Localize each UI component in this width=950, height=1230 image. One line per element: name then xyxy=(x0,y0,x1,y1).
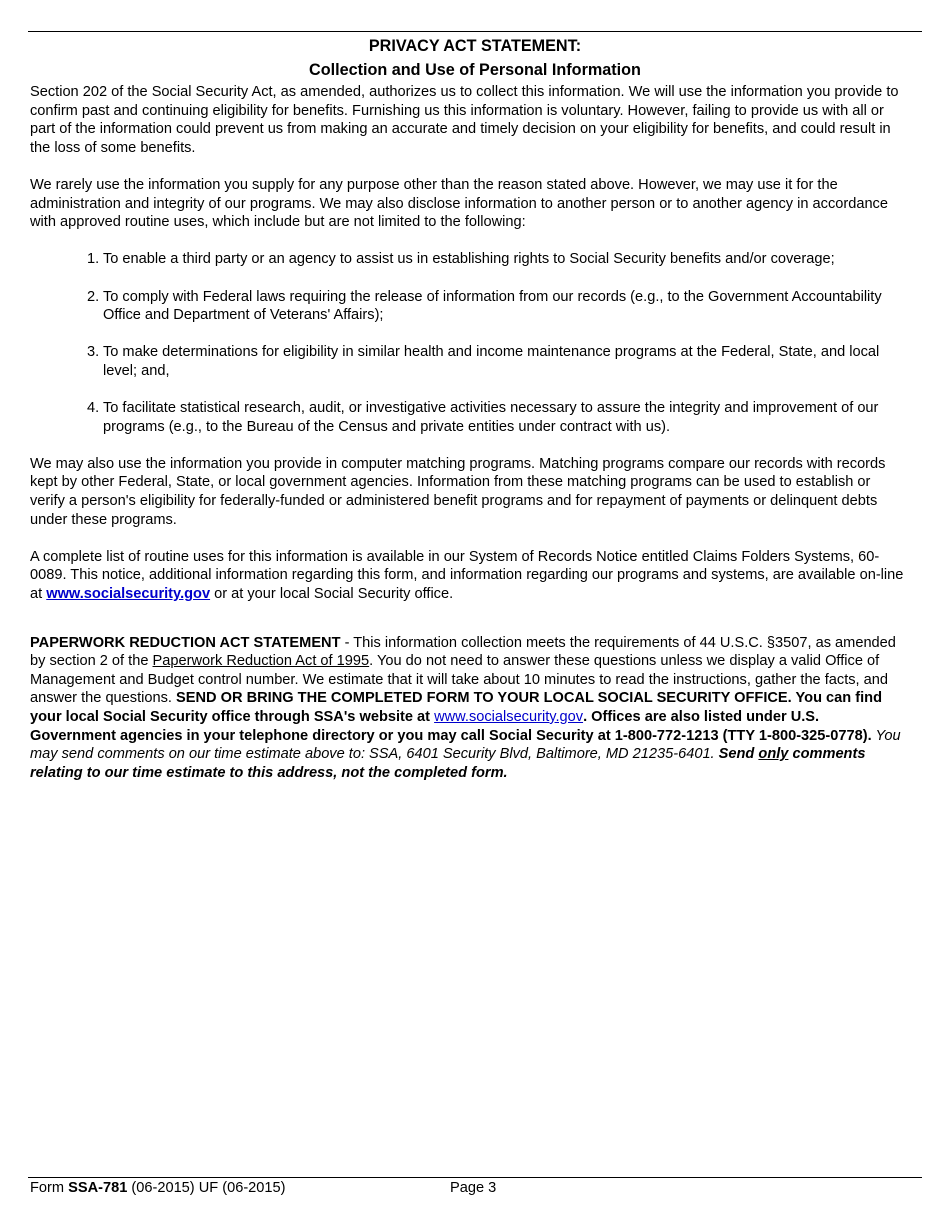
paperwork-italic: You may send comments on our time estimate above to: SSA, 6401 Security Blvd, Baltimore, MD 21235-6401. xyxy=(30,727,901,763)
page-number: Page 3 xyxy=(450,1180,497,1196)
top-rule xyxy=(28,31,922,32)
document-body xyxy=(30,83,905,782)
routine-use-item-3: 3. To make determinations for eligibility in similar health and income maintenance programs at the Federal, State, and local level; and, xyxy=(87,344,880,379)
paperwork-text-2: . You do not need to answer these questions unless we display a valid Office of Management and Budget control number. We estimate that it will take about 10 minutes to read the instructions, gather the facts, and answer the questions. xyxy=(30,653,889,707)
routine-use-item-2: 2. To comply with Federal laws requiring the release of information from our records (e.g., to the Government Accountability Office and Department of Veterans' Affairs); xyxy=(87,288,882,324)
page-title: PRIVACY ACT STATEMENT: xyxy=(368,37,582,55)
paperwork-bold-2: . Offices are also listed under U.S. Government agencies in your telephone directory or you may call Social Security at 1-800-772-1213 (TTY 1-800-325-0778). xyxy=(30,709,872,744)
routine-use-item-4: 4. To facilitate statistical research, audit, or investigative activities necessary to assure the integrity and improvement of our programs (e.g., to the Bureau of the Census and private entities under contract with us). xyxy=(87,400,879,435)
p4-text-before: A complete list of routine uses for this information is available in our System of Records Notice entitled Claims Folders Systems, 60-0089. This notice, additional information regarding this form, and information regarding our programs and systems, are available on-line at xyxy=(30,548,904,603)
privacy-paragraph-2: We rarely use the information you supply for any purpose other than the reason stated above. However, we may use it for the administration and integrity of our programs. We may also disclose information to another person or to another agency in accordance with approved routine uses, which include but are not limited to the following: xyxy=(30,176,888,231)
paperwork-bold-1: SEND OR BRING THE COMPLETED FORM TO YOUR LOCAL SOCIAL SECURITY OFFICE. You can find your local Social Security office through SSA's website at xyxy=(30,690,882,725)
paperwork-bi-1: Send xyxy=(718,746,759,763)
title-block xyxy=(28,34,922,82)
form-number: SSA-781 xyxy=(68,1180,128,1196)
paperwork-website-link[interactable]: www.socialsecurity.gov xyxy=(434,709,584,725)
privacy-paragraph-3: We may also use the information you provide in computer matching programs. Matching programs compare our records with records kept by other Federal, State, or local government agencies. Information from these matching programs can be used to establish or verify a person's eligibility for federally-funded or administered benefit programs and for repayment of payments or delinquent debts under these programs. xyxy=(30,455,886,528)
socialsecurity-link[interactable]: www.socialsecurity.gov xyxy=(46,586,211,603)
form-dates: (06-2015) UF (06-2015) xyxy=(127,1180,286,1196)
page-footer xyxy=(30,1179,920,1197)
paperwork-heading: PAPERWORK REDUCTION ACT STATEMENT xyxy=(30,634,341,651)
privacy-paragraph-1: Section 202 of the Social Security Act, as amended, authorizes us to collect this information. We will use the information you provide to confirm past and continuing eligibility for benefits. Furnishing us this information is voluntary. However, failing to provide us with all or part of the information could prevent us from making an accurate and timely decision on your eligibility for benefits, and could result in the loss of some benefits. xyxy=(30,84,899,156)
paperwork-act-name: Paperwork Reduction Act of 1995 xyxy=(152,653,370,670)
paperwork-only: only xyxy=(758,746,789,763)
p4-text-after: or at your local Social Security office. xyxy=(210,586,454,603)
paperwork-statement xyxy=(30,634,905,783)
privacy-paragraph-4 xyxy=(30,548,905,604)
routine-use-item-1: 1. To enable a third party or an agency to assist us in establishing rights to Social Security benefits and/or coverage; xyxy=(87,251,835,268)
form-prefix: Form xyxy=(30,1180,69,1196)
paperwork-bi-2: comments relating to our time estimate to this address, not the completed form. xyxy=(30,746,866,781)
paperwork-text-1: - This information collection meets the requirements of 44 U.S.C. §3507, as amended by section 2 of the xyxy=(30,634,896,670)
bottom-rule xyxy=(28,1177,922,1178)
page-subtitle: Collection and Use of Personal Information xyxy=(309,61,641,79)
